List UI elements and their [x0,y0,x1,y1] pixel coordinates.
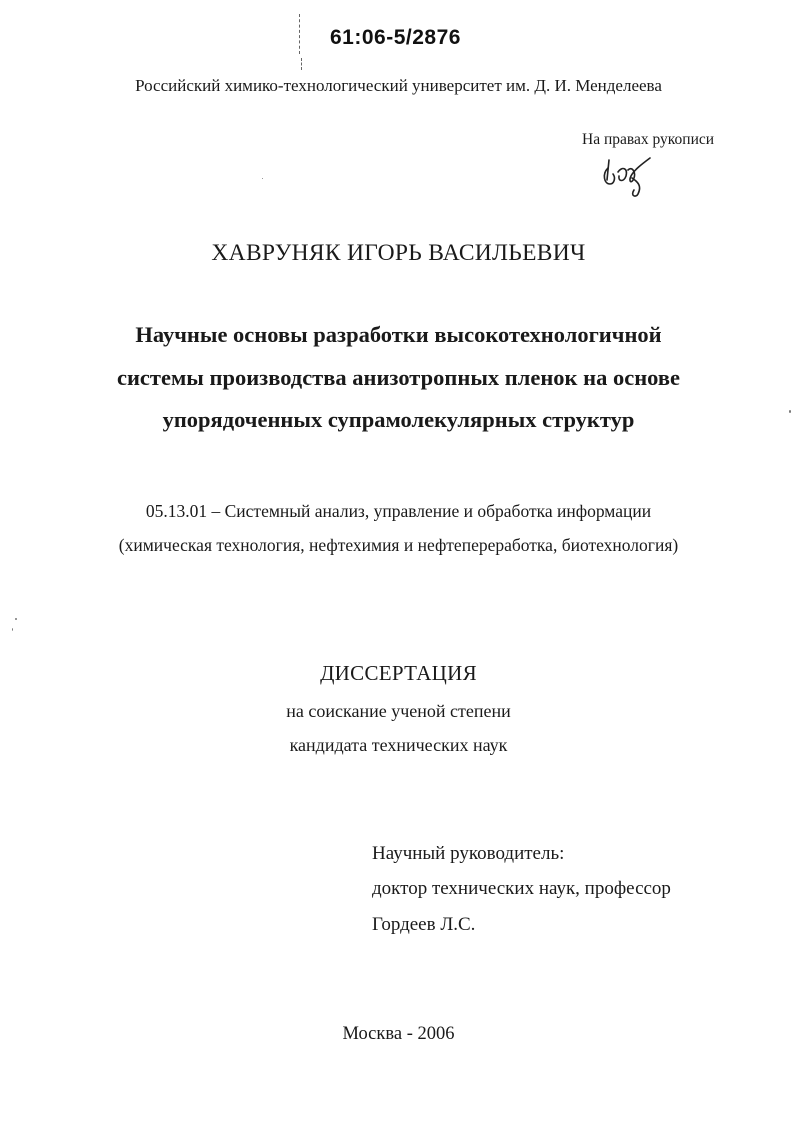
specialty-branch-line: (химическая технология, нефтехимия и нефтепереработка, биотехнология) [118,535,679,555]
supervisor-name: Гордеев Л.С. [372,914,476,935]
stamp-dashed-rule [299,14,300,54]
city-year: Москва - 2006 [342,1024,455,1044]
scan-speck [789,410,791,413]
scan-speck [12,628,13,631]
author-name: ХАВРУНЯК ИГОРЬ ВАСИЛЬЕВИЧ [211,240,586,266]
degree-line: на соискание ученой степени [286,701,511,721]
title-line: системы производства анизотропных пленок на основе [116,365,681,390]
university-name: Российский химико-технологический университет им. Д. И. Менделеева [135,76,662,95]
document-type: ДИССЕРТАЦИЯ [320,661,477,685]
supervisor-title: доктор технических наук, профессор [372,878,671,899]
stamp-dashed-rule-lower [301,58,302,70]
degree-line: кандидата технических наук [289,735,508,755]
rights-note: На правах рукописи [582,131,715,148]
handwritten-signature [598,150,662,198]
scan-speck [15,618,17,620]
scan-speck [262,178,263,179]
archive-stamp: 61:06-5/2876 [330,26,461,49]
title-line: упорядоченных супрамолекулярных структур [162,407,635,432]
supervisor-heading: Научный руководитель: [372,843,565,864]
title-line: Научные основы разработки высокотехнологичной [135,322,662,347]
specialty-code-line: 05.13.01 – Системный анализ, управление и обработка информации [145,501,652,521]
